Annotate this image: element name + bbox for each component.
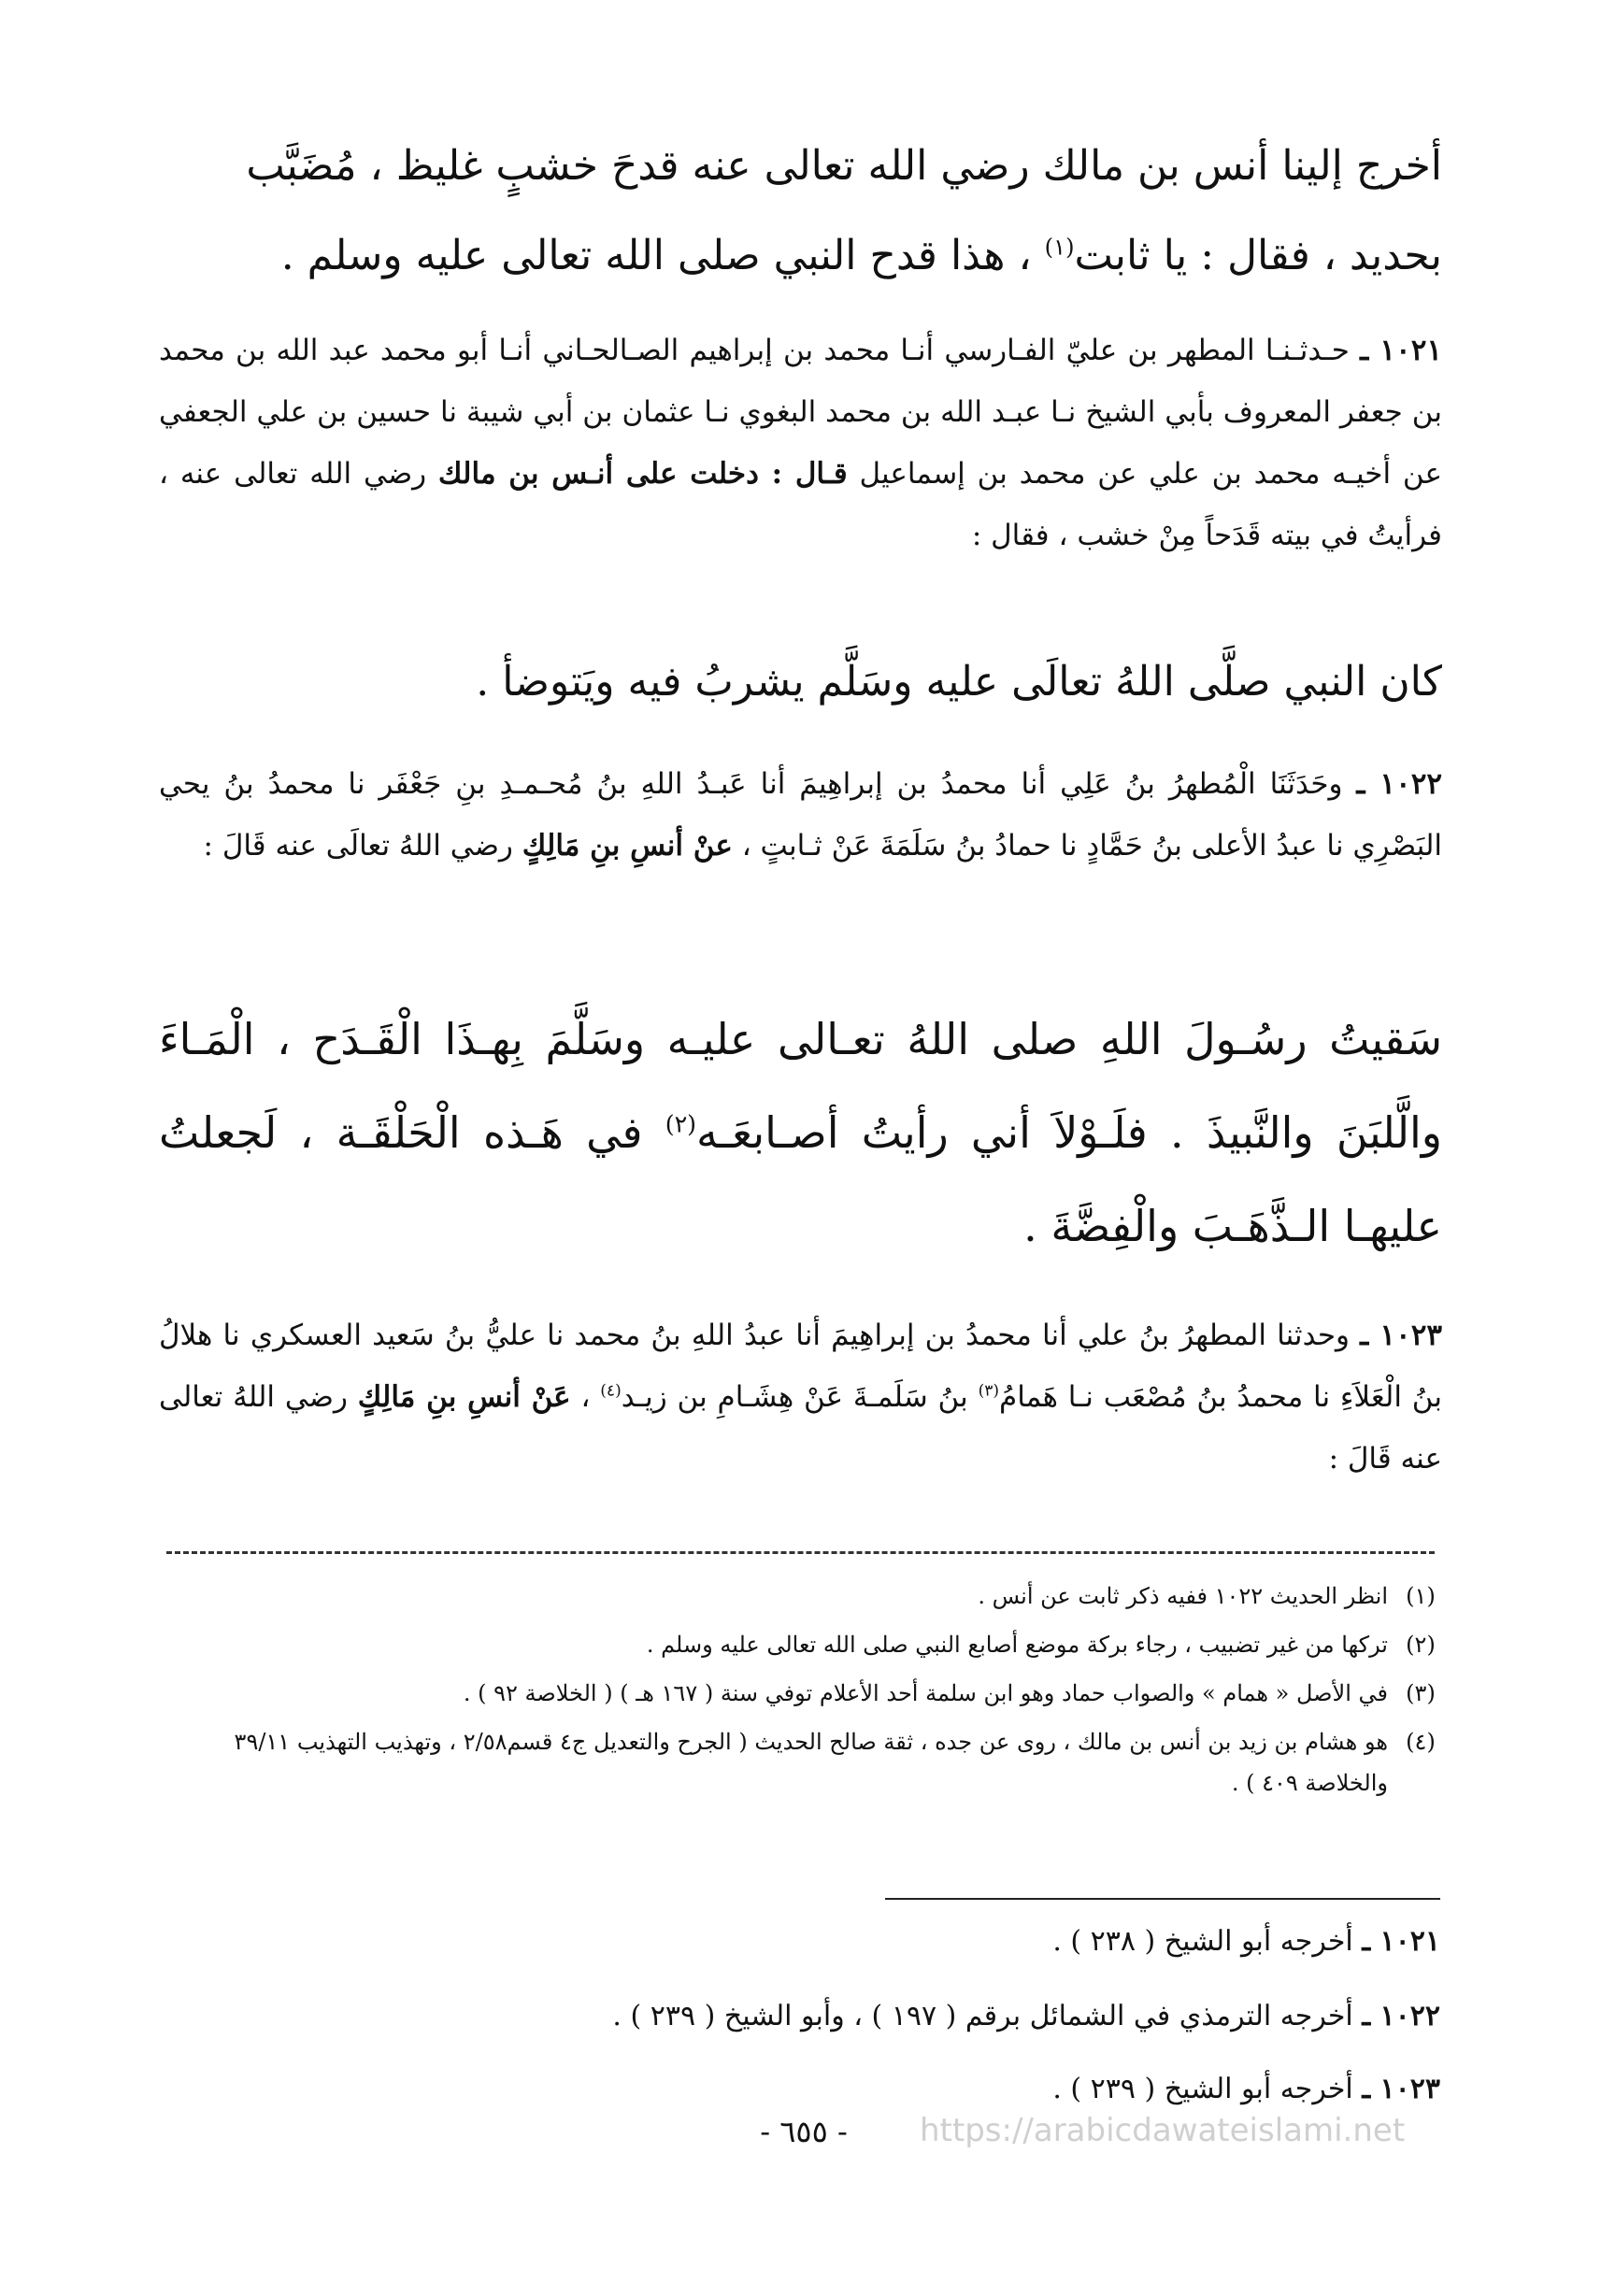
hadith-1021-quote: كان النبي صلَّى اللهُ تعالَى عليه وسَلَّم يشربُ فيه ويَتوضأ .	[476, 658, 1442, 706]
footnote-item: (١) انظر الحديث ١٠٢٢ ففيه ذكر ثابت عن أنس .	[978, 1583, 1436, 1609]
watermark-url: https://arabicdawateislami.net	[920, 2112, 1406, 2149]
footnote-ref-1: (١)	[1044, 234, 1075, 261]
emphasized-text: قـال : دخلت على أنـس بن مالك	[437, 457, 848, 491]
hadith-1023: ١٠٢٣ ـ وحدثنا المطهرُ بنُ علي أنا محمدُ بن إبراهِيمَ أنا عبدُ اللهِ بنُ محمد نا عليُّ بنُ سَعيد العسكري نا هلالُ بنُ الْعَلاَءِ نا محمدُ بنُ مُصْعَب نـا هَمامُ$^{(٣)}$ بنُ سَلَمـةَ عَنْ هِشَـامِ بن زيـد$^{(٤)}$ ، عَنْ أنسِ بنِ مَالِكٍ رضي اللهُ تعالى عنه قَالَ :	[159, 1319, 1442, 1476]
intro-paragraph	[159, 121, 1442, 301]
intro-line-2: بحديد ، فقال : يا ثابت$^{(١)}$ ، هذا قدح النبي صلى الله تعالى عليه وسلم .	[280, 232, 1442, 279]
footnote-separator	[166, 1551, 1435, 1554]
footnote-item: (٤) هو هشام بن زيد بن أنس بن مالك ، روى عن جده ، ثقة صالح الحديث ( الجرح والتعديل ج٤ قسم٢/٥٨ ، وتهذيب التهذيب ٣٩/١١ والخلاصة ٤٠٩ ) .	[234, 1729, 1436, 1796]
hadith-1022: ١٠٢٢ ـ وحَدَثَنَا الْمُطهرُ بنُ عَلِي أنا محمدُ بن إبراهِيمَ أنا عَبـدُ اللهِ بنُ مُحـمـدِ بنِ جَعْفَر نا محمدُ بنُ يحي البَصْرِي نا عبدُ الأعلى بنُ حَمَّادٍ نا حمادُ بنُ سَلَمَةَ عَنْ ثـابتٍ ، عنْ أنسِ بنِ مَالِكٍ رضي اللهُ تعالَى عنه قَالَ :	[159, 767, 1443, 863]
takhrij-1021: ١٠٢١ ـ أخرجه أبو الشيخ ( ٢٣٨ ) .	[1052, 1925, 1440, 1958]
takhrij-1023: ١٠٢٣ ـ أخرجه أبو الشيخ ( ٢٣٩ ) .	[1052, 2073, 1440, 2105]
takhrij-1022: ١٠٢٢ ـ أخرجه الترمذي في الشمائل برقم ( ١٩٧ ) ، وأبو الشيخ ( ٢٣٩ ) .	[612, 2000, 1440, 2032]
footnote-ref-4: (٤)	[600, 1381, 622, 1401]
footnote-item: (٢) تركها من غير تضبيب ، رجاء بركة موضع أصابع النبي صلى الله تعالى عليه وسلم .	[646, 1632, 1436, 1658]
hadith-number: ١٠٢٣ ـ	[1360, 1319, 1442, 1352]
hadith-1021: ١٠٢١ ـ حـدثـنـا المطهر بن عليّ الفـارسي أنـا محمد بن إبراهيم الصـالحـاني أنـا أبو محمد عبد الله بن محمد بن جعفر المعروف بأبي الشيخ نـا عبـد الله بن محمد البغوي نـا عثمان بن أبي شيبة نا حسين بن علي الجعفي عن أخيـه محمد بن علي عن محمد بن إسماعيل قـال : دخلت على أنـس بن مالك رضي الله تعالى عنه ، فرأيتُ في بيته قَدَحاً مِنْ خشب ، فقال :	[159, 334, 1442, 552]
hadith-1022-quote: سَقيتُ رسُـولَ اللهِ صلى اللهُ تعـالى عليـه وسَلَّمَ بِهـذَا الْقَـدَح ، الْمَـاءَ والَّلبَنَ والنَّبيذَ . فلَـوْلاَ أني رأيتُ أصـابعَـه$^{(٢)}$ في هَـذه الْحَلْقَـة ، لَجعلتُ عليهـا الـذَّهَـبَ والْفِضَّةَ .	[159, 1014, 1442, 1251]
emphasized-text: عَنْ أنسِ بنِ مَالِكٍ	[357, 1380, 571, 1414]
takhrij-separator	[885, 1898, 1440, 1900]
footnote-item: (٣) في الأصل « همام » والصواب حماد وهو ابن سلمة أحد الأعلام توفي سنة ( ١٦٧ هـ ) ( الخلاصة ٩٢ ) .	[463, 1680, 1436, 1706]
footnote-ref-3: (٣)	[978, 1381, 1000, 1401]
intro-line-1: أخرج إلينا أنس بن مالك رضي الله تعالى عنه قدحَ خشبٍ غليظ ، مُضَبَّب	[246, 142, 1442, 190]
emphasized-text: عنْ أنسِ بنِ مَالِكٍ	[522, 829, 733, 863]
hadith-number: ١٠٢٢ ـ	[1356, 767, 1443, 801]
hadith-number: ١٠٢١ ـ	[1360, 334, 1442, 367]
footnote-ref-2: (٢)	[665, 1110, 697, 1138]
footnotes	[159, 1576, 1440, 1804]
page-number: - ٦٥٥ -	[760, 2114, 848, 2149]
